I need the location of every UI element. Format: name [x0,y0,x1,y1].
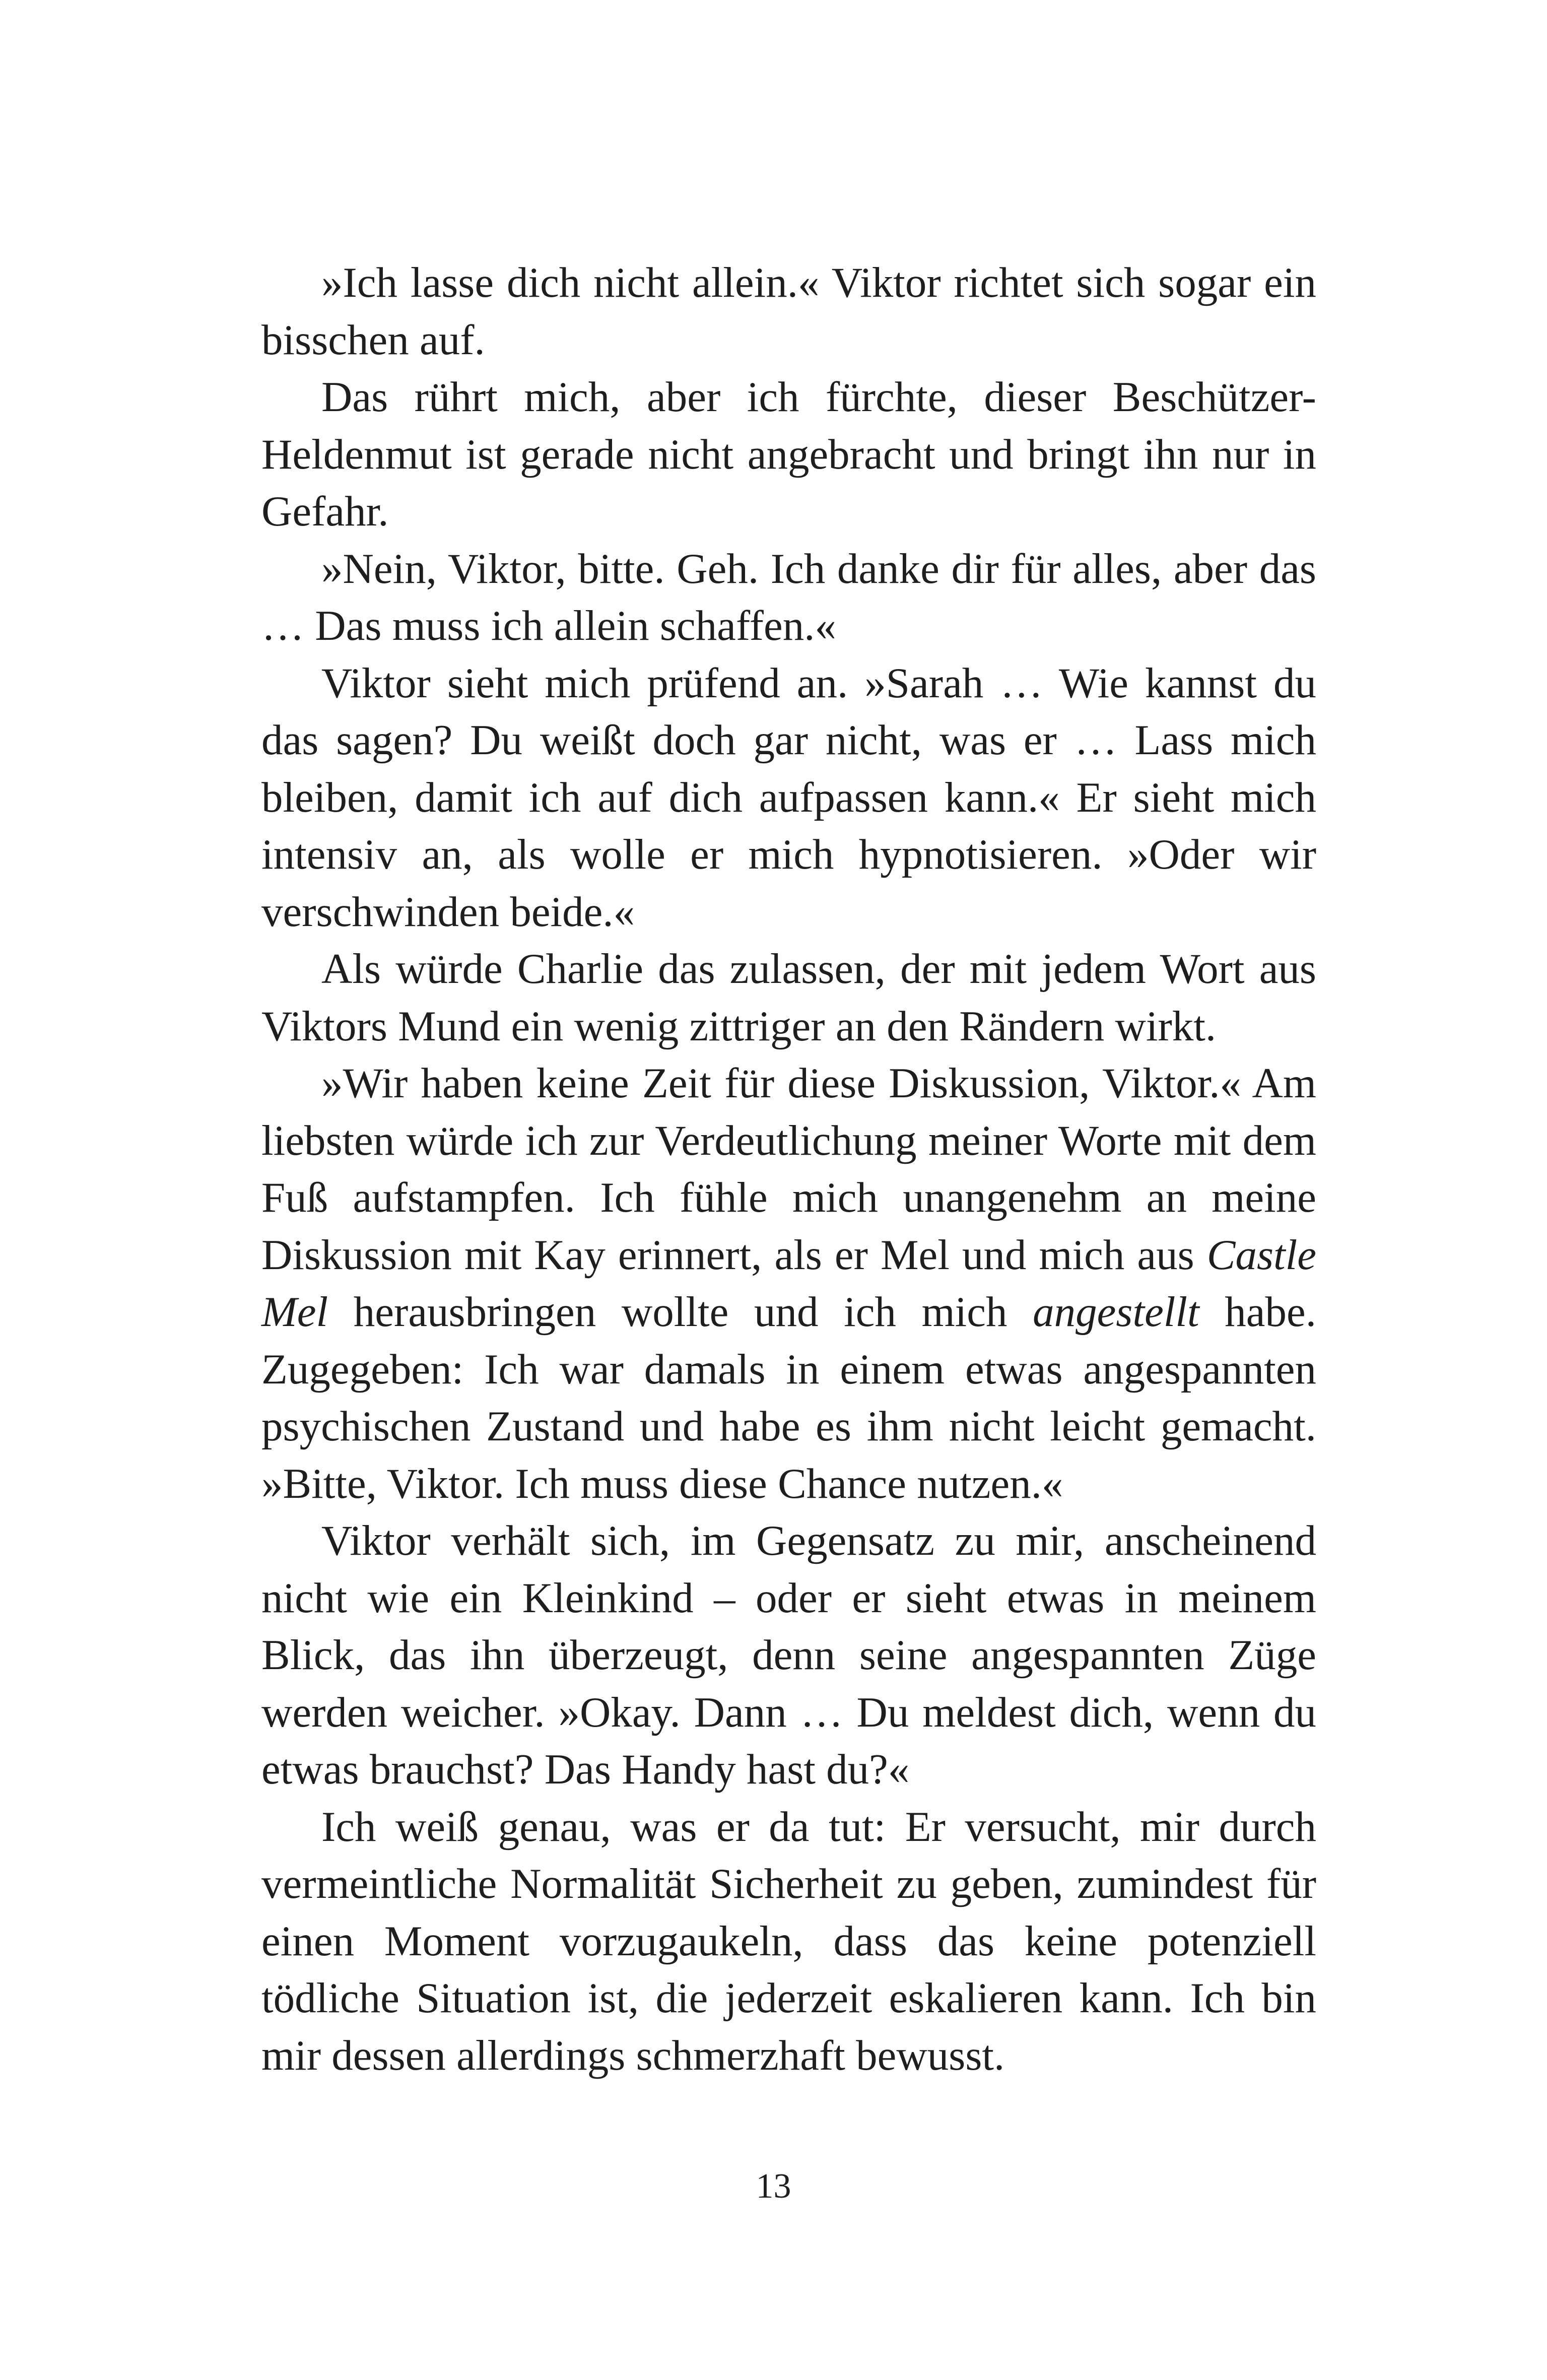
italic-text-run: Castle Mel [261,1231,1316,1336]
paragraph [261,941,1316,1055]
paragraph [261,1512,1316,1799]
text-run: Ich weiß genau, was er da tut: Er versucht, mir durch vermeintliche Normalität Sicherheit zu geben, zumindest für einen Moment vorzugaukeln, dass das keine potenziell tödliche Situation ist, die jederzeit eskalieren kann. Ich bin mir dessen allerdings schmerzhaft bewusst. [261,1803,1316,2079]
text-run: habe. Zugegeben: Ich war damals in einem etwas angespannten psychischen Zustand und habe es ihm nicht leicht gemacht. »Bitte, Viktor. Ich muss diese Chance nutzen.« [261,1288,1316,1507]
paragraph [261,541,1316,655]
text-run: »Ich lasse dich nicht allein.« Viktor richtet sich sogar ein bisschen auf. [261,259,1316,364]
paragraph [261,254,1316,369]
text-run: Als würde Charlie das zulassen, der mit jedem Wort aus Viktors Mund ein wenig zittriger an den Rändern wirkt. [261,945,1316,1050]
text-run: Viktor verhält sich, im Gegensatz zu mir, anscheinend nicht wie ein Kleinkind – oder er sieht etwas in meinem Blick, das ihn überzeugt, denn seine angespannten Züge werden weicher. »Okay. Dann … Du meldest dich, wenn du etwas brauchst? Das Handy hast du?« [261,1517,1316,1793]
italic-text-run: angestellt [1033,1288,1199,1336]
body-text [261,254,1316,2084]
text-run: Viktor sieht mich prüfend an. »Sarah … Wie kannst du das sagen? Du weißt doch gar nicht, was er … Lass mich bleiben, damit ich auf dich aufpassen kann.« Er sieht mich intensiv an, als wolle er mich hypnotisieren. »Oder wir verschwinden beide.« [261,659,1316,936]
paragraph [261,1055,1316,1512]
text-run: Das rührt mich, aber ich fürchte, dieser Beschützer-Heldenmut ist gerade nicht angebracht und bringt ihn nur in Gefahr. [261,373,1316,535]
paragraph [261,655,1316,941]
text-run: »Nein, Viktor, bitte. Geh. Ich danke dir für alles, aber das … Das muss ich allein schaffen.« [261,545,1316,649]
page-number: 13 [756,2167,791,2206]
text-run: »Wir haben keine Zeit für diese Diskussion, Viktor.« Am liebsten würde ich zur Verdeutlichung meiner Worte mit dem Fuß aufstampfen. Ich fühle mich unangenehm an meine Diskussion mit Kay erinnert, als er Mel und mich aus [261,1060,1316,1279]
paragraph [261,1799,1316,2085]
paragraph [261,369,1316,541]
text-run: herausbringen wollte und ich mich [328,1288,1033,1336]
